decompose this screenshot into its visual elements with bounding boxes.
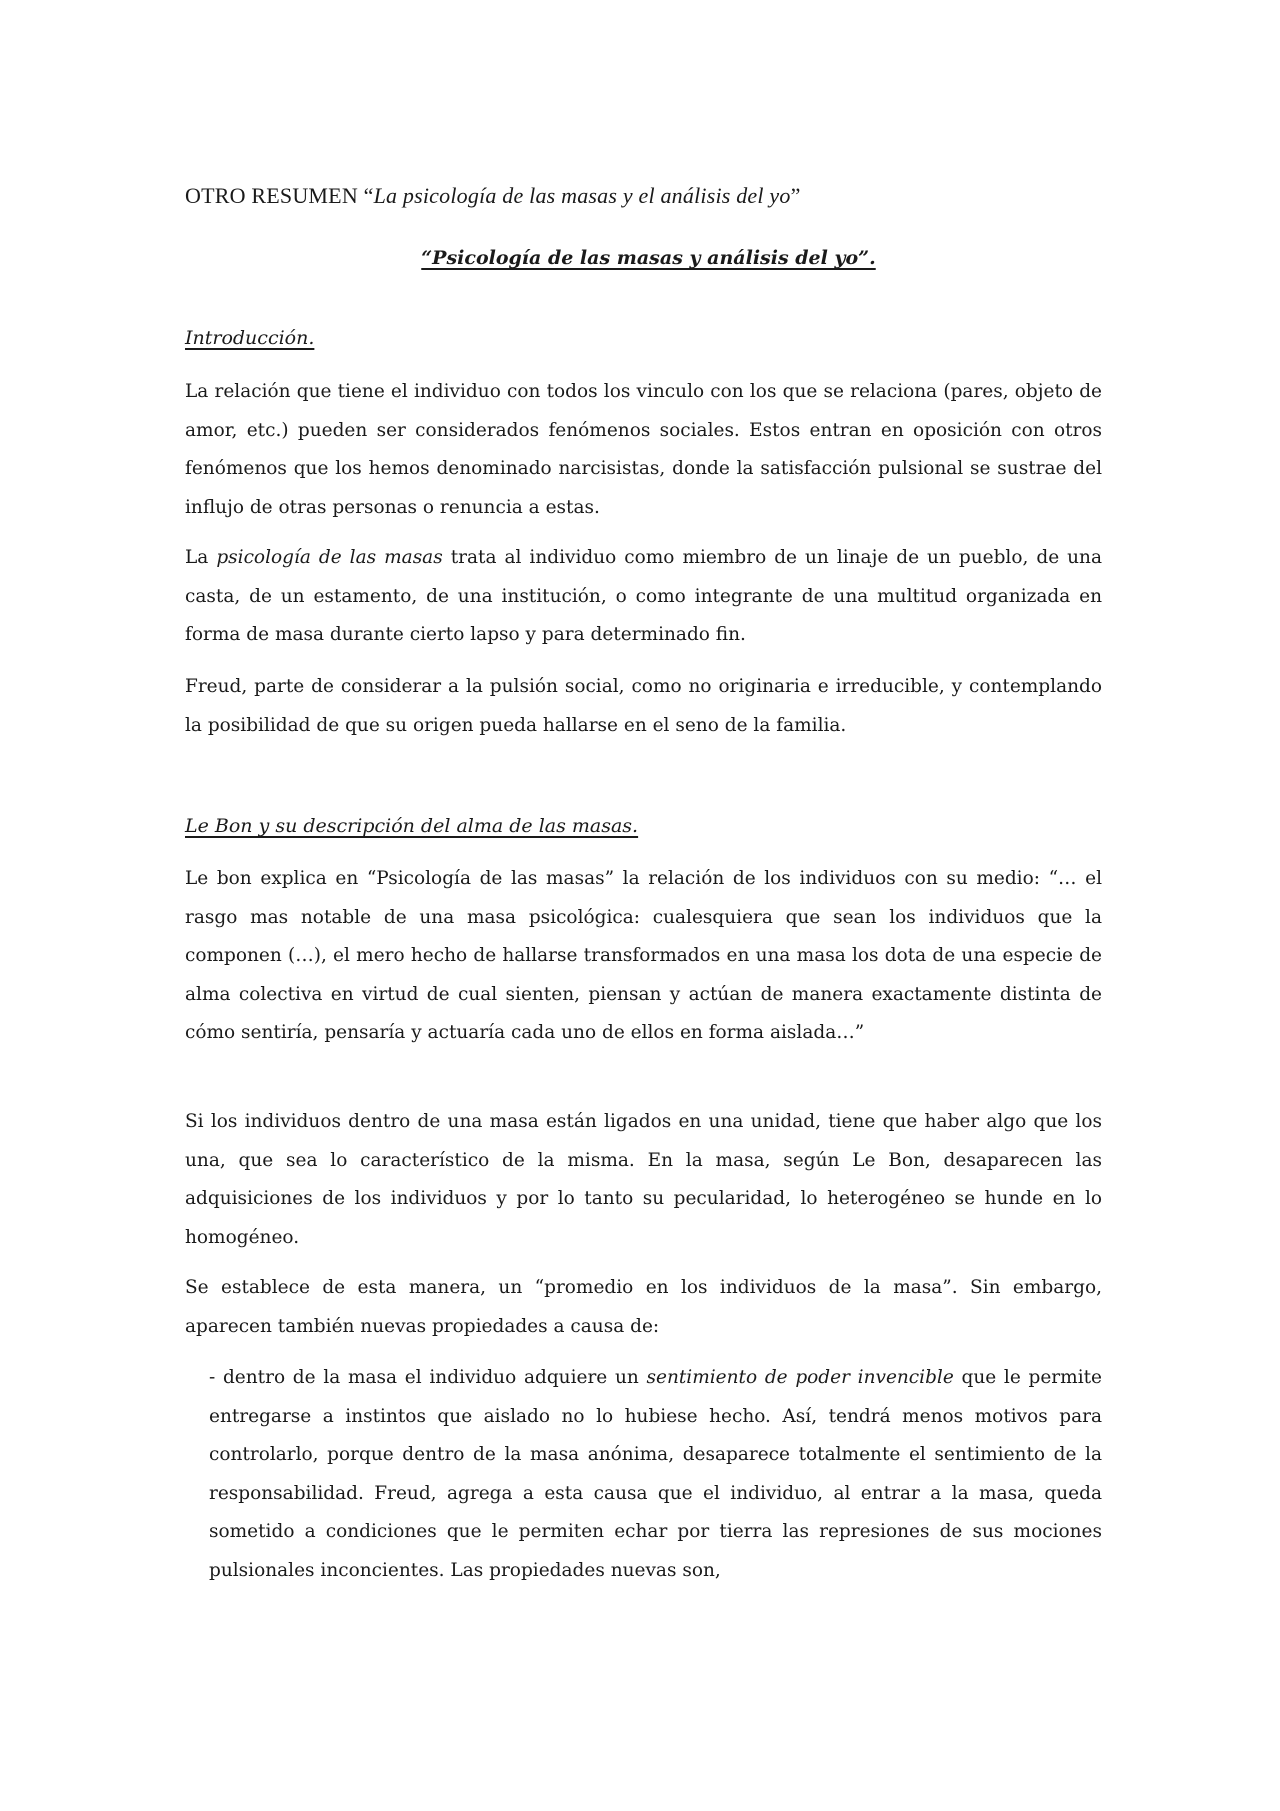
- paragraph-intro-2-italic: psicología de las masas: [216, 547, 443, 568]
- list-item-sentimiento-de-poder: [209, 1359, 1102, 1590]
- header-suffix: ”: [790, 183, 801, 208]
- header-italic-title: La psicología de las masas y el análisis del yo: [373, 183, 791, 208]
- list-item-after: que le permite entregarse a instintos que aislado no lo hubiese hecho. Así, tendrá menos motivos para controlarlo, porque dentro de la masa anónima, desaparece totalmente el sentimiento de la responsabilidad. Freud, agrega a esta causa que el individuo, al entrar a la masa, queda sometido a condiciones que le permiten echar por tierra las represiones de sus mociones pulsionales inconcientes. Las propiedades nuevas son,: [209, 1367, 1102, 1581]
- document-header: [185, 183, 1102, 209]
- paragraph-intro-1: La relación que tiene el individuo con todos los vinculo con los que se relaciona (pares, objeto de amor, etc.) pueden ser considerados fenómenos sociales. Estos entran en oposición con otros fenómenos que los hemos denominado narcisistas, donde la satisfacción pulsional se sustrae del influjo de otras personas o renuncia a estas.: [185, 381, 1102, 518]
- section-heading-le-bon: Le Bon y su descripción del alma de las masas.: [185, 815, 639, 837]
- paragraph-intro-3: Freud, parte de considerar a la pulsión social, como no originaria e irreducible, y contemplando la posibilidad de que su origen pueda hallarse en el seno de la familia.: [185, 676, 1102, 736]
- list-item-italic: sentimiento de poder invencible: [646, 1367, 954, 1388]
- header-prefix: OTRO RESUMEN “: [185, 183, 374, 208]
- document-title: “Psicología de las masas y análisis del yo”.: [421, 247, 876, 269]
- paragraph-intro-2-after: trata al individuo como miembro de un linaje de un pueblo, de una casta, de un estamento, de una institución, o como integrante de una multitud organizada en forma de masa durante cierto lapso y para determinado fin.: [185, 547, 1102, 645]
- section-heading-introduccion: Introducción.: [185, 327, 315, 349]
- paragraph-lebon-3: Se establece de esta manera, un “promedio en los individuos de la masa”. Sin embargo, aparecen también nuevas propiedades a causa de:: [185, 1277, 1102, 1337]
- paragraph-intro-2-before: La: [185, 547, 217, 568]
- paragraph-lebon-1: Le bon explica en “Psicología de las masas” la relación de los individuos con su medio: “… el rasgo mas notable de una masa psicológica: cualesquiera que sean los individuos que la componen (…), el mero hecho de hallarse transformados en una masa los dota de una especie de alma colectiva en virtud de cual sienten, piensan y actúan de manera exactamente distinta de cómo sentiría, pensaría y actuaría cada uno de ellos en forma aislada…”: [185, 868, 1102, 1043]
- paragraph-lebon-2: Si los individuos dentro de una masa están ligados en una unidad, tiene que haber algo que los una, que sea lo característico de la misma. En la masa, según Le Bon, desaparecen las adquisiciones de los individuos y por lo tanto su pecularidad, lo heterogéneo se hunde en lo homogéneo.: [185, 1111, 1102, 1248]
- paragraph-intro-2: [185, 539, 1102, 655]
- list-item-before: - dentro de la masa el individuo adquiere un: [209, 1367, 647, 1388]
